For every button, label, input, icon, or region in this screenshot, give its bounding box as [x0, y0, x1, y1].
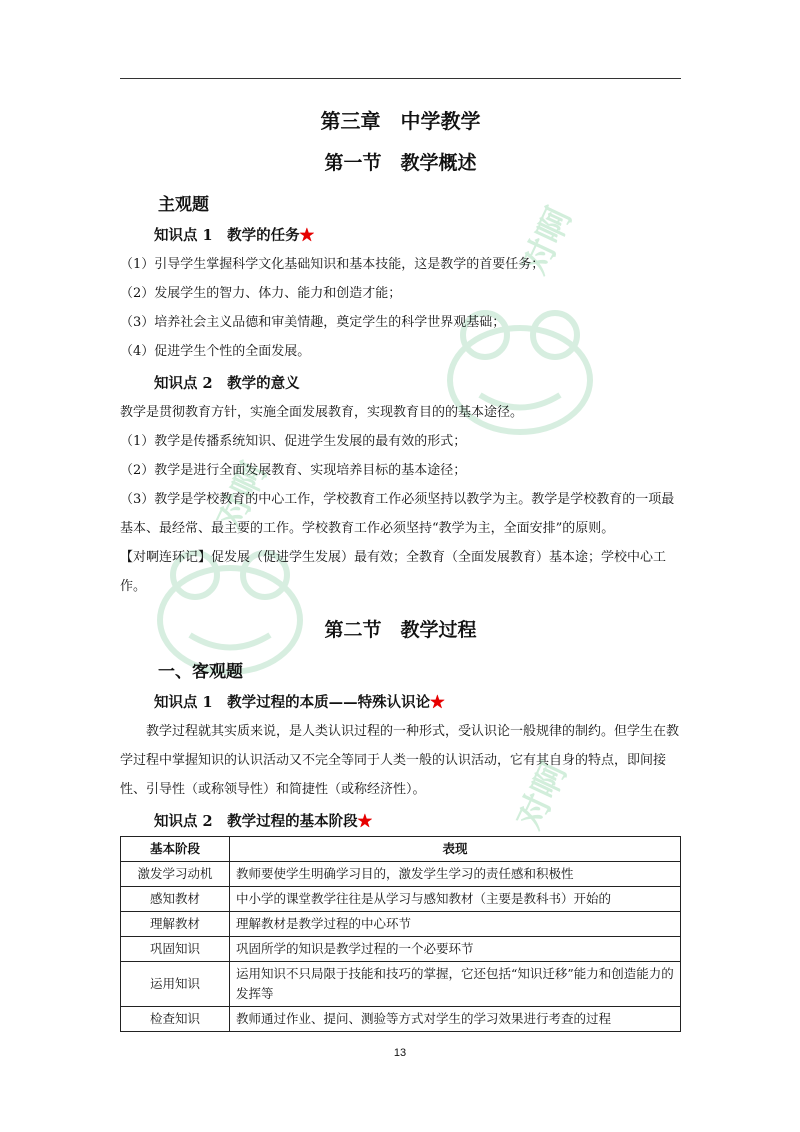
table-row — [121, 962, 681, 1007]
table-cell: 感知教材 — [121, 887, 230, 912]
subjective-heading: 主观题 — [158, 195, 209, 215]
table-cell: 巩固所学的知识是教学过程的一个必要环节 — [230, 937, 681, 962]
table-row — [121, 1007, 681, 1032]
list-item: （3）培养社会主义品德和审美情趣，奠定学生的科学世界观基础； — [120, 315, 506, 330]
header-rule — [120, 78, 681, 79]
knowledge-point-title: 知识点 2 教学的意义 — [154, 375, 300, 392]
list-item: （1）教学是传播系统知识、促进学生发展的最有效的形式； — [120, 434, 467, 449]
table-cell: 教师通过作业、提问、测验等方式对学生的学习效果进行考查的过程 — [230, 1007, 681, 1032]
objective-heading: 一、客观题 — [158, 662, 243, 682]
star-icon: ★ — [357, 813, 373, 830]
table-cell: 运用知识不只局限于技能和技巧的掌握，它还包括“知识迁移”能力和创造能力的发挥等 — [230, 962, 681, 1007]
table-row — [121, 912, 681, 937]
list-item: （2）发展学生的智力、体力、能力和创造才能； — [120, 286, 402, 301]
list-item: （4）促进学生个性的全面发展。 — [120, 344, 311, 359]
table-cell: 中小学的课堂教学往往是从学习与感知教材（主要是教科书）开始的 — [230, 887, 681, 912]
knowledge-point-title: 知识点 1 教学的任务★ — [154, 227, 315, 244]
section-title: 第一节 教学概述 — [324, 152, 477, 174]
table-cell: 检查知识 — [121, 1007, 230, 1032]
list-item: （2）教学是进行全面发展教育、实现培养目标的基本途径； — [120, 463, 467, 478]
stages-table — [120, 836, 681, 1032]
page-content — [120, 96, 681, 1032]
watermark-text: 对啊 — [514, 201, 580, 281]
table-cell: 巩固知识 — [121, 937, 230, 962]
table-cell: 运用知识 — [121, 962, 230, 1007]
table-cell: 理解教材 — [121, 912, 230, 937]
star-icon: ★ — [430, 694, 445, 711]
page-number: 13 — [393, 1047, 407, 1059]
table-row — [121, 862, 681, 887]
table-row — [121, 887, 681, 912]
section-title: 第二节 教学过程 — [324, 619, 477, 641]
list-item: （1）引导学生掌握科学文化基础知识和基本技能，这是教学的首要任务； — [120, 257, 545, 272]
table-cell: 教师要使学生明确学习目的，激发学生学习的责任感和积极性 — [230, 862, 681, 887]
knowledge-point-title: 知识点 2 教学过程的基本阶段★ — [154, 813, 373, 830]
table-header-row — [121, 837, 681, 862]
column-header: 基本阶段 — [121, 837, 230, 862]
watermark-text: 对啊 — [209, 456, 275, 536]
watermark-text: 对啊 — [509, 756, 575, 836]
paragraph: 教学过程就其实质来说，是人类认识过程的一种形式，受认识论一般规律的制约。但学生在教学过程中掌握知识的认识活动又不完全等同于人类一般的认识活动，它有其自身的特点，即间接性、引导性（或称领导性）和简捷性（或称经济性）。 — [120, 724, 680, 797]
knowledge-point-title: 知识点 1 教学过程的本质——特殊认识论★ — [154, 694, 445, 711]
chapter-title: 第三章 中学教学 — [320, 109, 481, 133]
paragraph: 教学是贯彻教育方针，实施全面发展教育，实现教育目的的基本途径。 — [120, 405, 524, 420]
list-item: （3）教学是学校教育的中心工作，学校教育工作必须坚持以教学为主。教学是学校教育的一项最基本、最经常、最主要的工作。学校教育工作必须坚持“教学为主，全面安排”的原则。 — [120, 492, 675, 536]
star-icon: ★ — [299, 227, 315, 244]
mnemonic: 【对啊连环记】促发展（促进学生发展）最有效；全教育（全面发展教育）基本途；学校中心工作。 — [120, 550, 667, 594]
table-cell: 理解教材是教学过程的中心环节 — [230, 912, 681, 937]
column-header: 表现 — [230, 837, 681, 862]
table-cell: 激发学习动机 — [121, 862, 230, 887]
table-row — [121, 937, 681, 962]
